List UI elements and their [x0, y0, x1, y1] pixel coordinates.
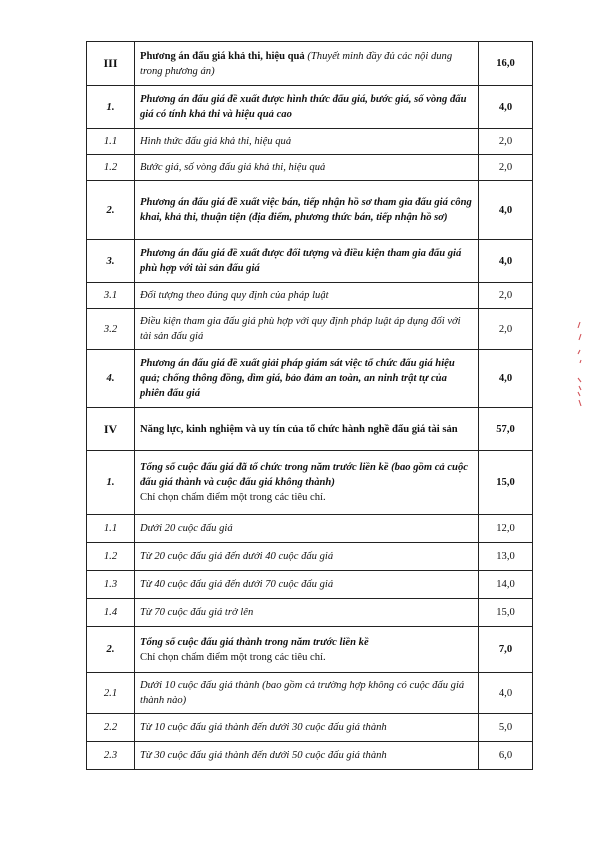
- row-number: 2.: [87, 181, 135, 240]
- row-description: Phương án đấu giá đề xuất được hình thức đấu giá, bước giá, số vòng đấu giá có tính khả thi và hiệu quả cao: [135, 86, 479, 129]
- table-row: [87, 129, 533, 155]
- table-row: [87, 42, 533, 86]
- table-row: [87, 599, 533, 627]
- margin-stamp-mark: [572, 320, 586, 410]
- row-score: 4,0: [479, 240, 533, 283]
- table-row: [87, 408, 533, 451]
- table-row: [87, 451, 533, 515]
- row-number: 1.3: [87, 571, 135, 599]
- row-score: 6,0: [479, 742, 533, 770]
- row-description: Từ 10 cuộc đấu giá thành đến dưới 30 cuộc đấu giá thành: [135, 714, 479, 742]
- table-row: [87, 155, 533, 181]
- row-description: Hình thức đấu giá khả thi, hiệu quả: [135, 129, 479, 155]
- row-number: 3.1: [87, 283, 135, 309]
- row-description: Từ 30 cuộc đấu giá thành đến dưới 50 cuộc đấu giá thành: [135, 742, 479, 770]
- row-score: 57,0: [479, 408, 533, 451]
- row-description: Phương án đấu giá đề xuất được đối tượng và điều kiện tham gia đấu giá phù hợp với tài sản đấu giá: [135, 240, 479, 283]
- row-description: Dưới 20 cuộc đấu giá: [135, 515, 479, 543]
- row-description: Tổng số cuộc đấu giá đã tổ chức trong năm trước liền kề (bao gồm cả cuộc đấu giá thành và cuộc đấu giá không thành) Chỉ chọn chấm điểm một trong các tiêu chí.: [135, 451, 479, 515]
- row-score: 14,0: [479, 571, 533, 599]
- table-row: [87, 714, 533, 742]
- row-score: 4,0: [479, 350, 533, 408]
- row-number: 1.2: [87, 155, 135, 181]
- row-score: 2,0: [479, 309, 533, 350]
- table-row: [87, 742, 533, 770]
- row-description: Từ 20 cuộc đấu giá đến dưới 40 cuộc đấu giá: [135, 543, 479, 571]
- row-number: 4.: [87, 350, 135, 408]
- row-description: Điều kiện tham gia đấu giá phù hợp với quy định pháp luật áp dụng đối với tài sản đấu giá: [135, 309, 479, 350]
- row-score: 4,0: [479, 181, 533, 240]
- row-description: Phương án đấu giá đề xuất việc bán, tiếp nhận hồ sơ tham gia đấu giá công khai, khả thi, thuận tiện (địa điểm, phương thức bán, tiếp nhận hồ sơ): [135, 181, 479, 240]
- row-number: 2.3: [87, 742, 135, 770]
- row-score: 12,0: [479, 515, 533, 543]
- row-score: 4,0: [479, 673, 533, 714]
- table-row: [87, 86, 533, 129]
- row-number: 1.: [87, 86, 135, 129]
- table-row: [87, 181, 533, 240]
- row-description: Dưới 10 cuộc đấu giá thành (bao gồm cả trường hợp không có cuộc đấu giá thành nào): [135, 673, 479, 714]
- table-row: [87, 543, 533, 571]
- row-description: Phương án đấu giá khả thi, hiệu quả (Thuyết minh đầy đủ các nội dung trong phương án): [135, 42, 479, 86]
- row-description: Từ 70 cuộc đấu giá trở lên: [135, 599, 479, 627]
- row-number: 1.2: [87, 543, 135, 571]
- row-number: 3.2: [87, 309, 135, 350]
- row-score: 15,0: [479, 599, 533, 627]
- row-score: 2,0: [479, 129, 533, 155]
- row-score: 16,0: [479, 42, 533, 86]
- table-row: [87, 309, 533, 350]
- table-row: [87, 673, 533, 714]
- table-row: [87, 283, 533, 309]
- row-number: 1.4: [87, 599, 135, 627]
- row-score: 15,0: [479, 451, 533, 515]
- row-description: Phương án đấu giá đề xuất giải pháp giám sát việc tổ chức đấu giá hiệu quả; chống thông đồng, dìm giá, bảo đảm an toàn, an ninh trật tự của phiên đấu giá: [135, 350, 479, 408]
- row-score: 4,0: [479, 86, 533, 129]
- table-row: [87, 240, 533, 283]
- row-score: 7,0: [479, 627, 533, 673]
- scoring-table: [86, 41, 533, 770]
- row-number: IV: [87, 408, 135, 451]
- row-description: Từ 40 cuộc đấu giá đến dưới 70 cuộc đấu giá: [135, 571, 479, 599]
- row-number: 1.1: [87, 129, 135, 155]
- row-score: 5,0: [479, 714, 533, 742]
- table-row: [87, 627, 533, 673]
- row-number: 3.: [87, 240, 135, 283]
- row-score: 13,0: [479, 543, 533, 571]
- row-description: Bước giá, số vòng đấu giá khả thi, hiệu quả: [135, 155, 479, 181]
- row-description: Năng lực, kinh nghiệm và uy tín của tổ chức hành nghề đấu giá tài sản: [135, 408, 479, 451]
- row-description: Đối tượng theo đúng quy định của pháp luật: [135, 283, 479, 309]
- table-row: [87, 515, 533, 543]
- row-number: 1.1: [87, 515, 135, 543]
- row-number: 2.: [87, 627, 135, 673]
- row-number: III: [87, 42, 135, 86]
- row-number: 2.2: [87, 714, 135, 742]
- row-number: 2.1: [87, 673, 135, 714]
- table-row: [87, 350, 533, 408]
- row-number: 1.: [87, 451, 135, 515]
- row-score: 2,0: [479, 283, 533, 309]
- row-description: Tổng số cuộc đấu giá thành trong năm trước liền kề Chỉ chọn chấm điểm một trong các tiêu chí.: [135, 627, 479, 673]
- table-row: [87, 571, 533, 599]
- row-score: 2,0: [479, 155, 533, 181]
